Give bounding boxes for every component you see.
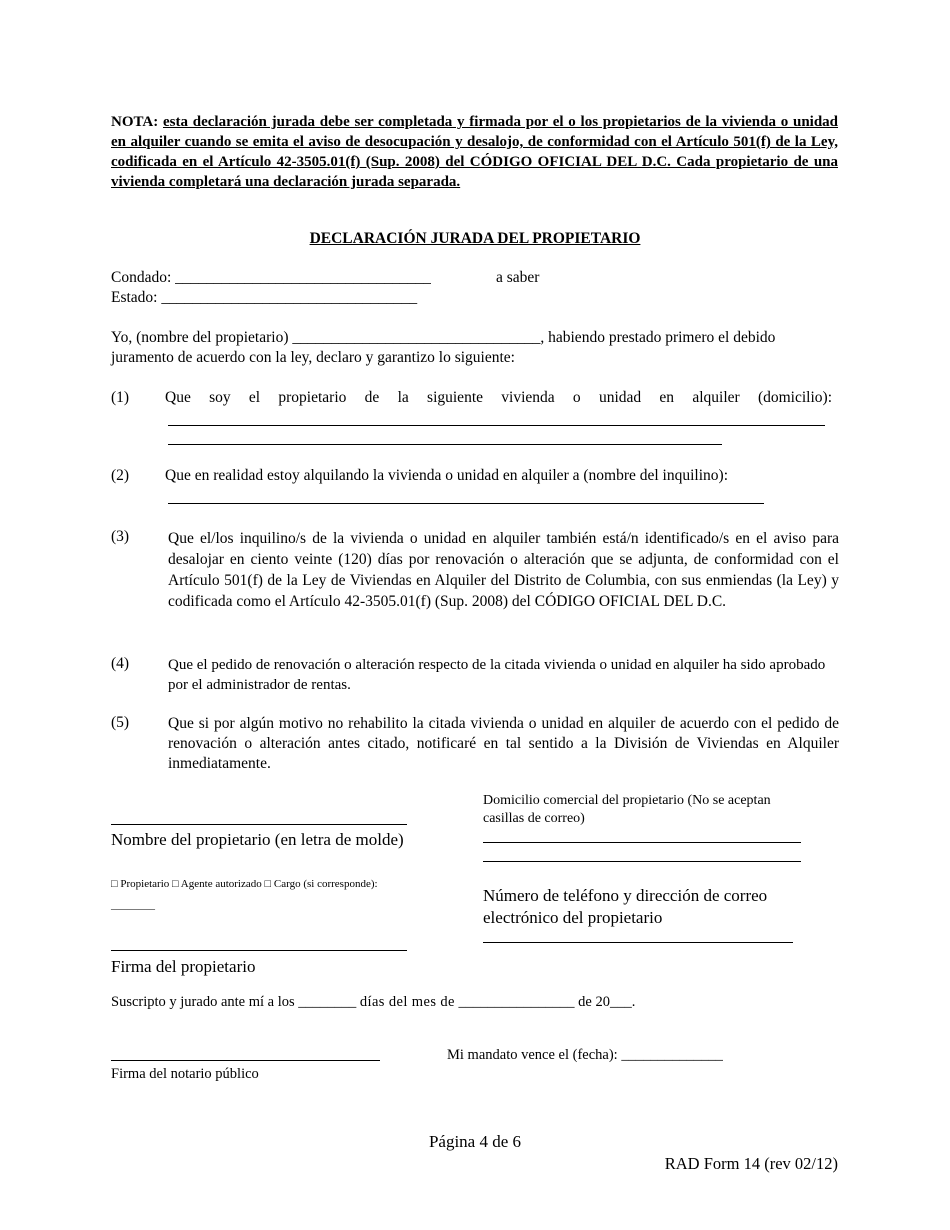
owner-name-line[interactable] [111,824,407,825]
sworn-statement [111,994,635,1011]
item-5-number: (5) [111,714,130,731]
owner-signature-label: Firma del propietario [111,957,256,976]
owner-name-label: Nombre del propietario (en letra de molde) [111,830,404,849]
item-4-number: (4) [111,655,130,672]
page-number: Página 4 de 6 [428,1132,522,1151]
business-address-line-1[interactable] [483,842,801,843]
item-2-tenant-line[interactable] [168,503,764,504]
intro-paragraph: Yo, (nombre del propietario) ________________________________, habiendo prestado primero el debido juramento de acuerdo con la ley, declaro y garantizo lo siguiente: [111,329,776,366]
item-3-text: Que el/los inquilino/s de la vivienda o unidad en alquiler también está/n identificado/s en el aviso para desalojar en ciento veinte (120) días por renovación o alteración que se adjunta, de conformidad con el Artículo 501(f) de la Ley de Viviendas en Alquiler del Distrito de Columbia, con sus enmiendas (la Ley) y codificada como el Artículo 42-3505.01(f) (Sup. 2008) del CÓDIGO OFICIAL DEL D.C. [168,530,839,610]
item-5-text: Que si por algún motivo no rehabilito la citada vivienda o unidad en alquiler de acuerdo con el pedido de renovación o alteración antes citado, notificaré en tal sentido a la División de Viviendas en Alquiler inmediatamente. [168,715,839,772]
item-2-text: Que en realidad estoy alquilando la vivienda o unidad en alquiler a (nombre del inquilino): [165,467,728,484]
phone-email-line[interactable] [483,942,793,943]
item-3-number: (3) [111,528,130,545]
item-1-text: Que soy el propietario de la siguiente vivienda o unidad en alquiler (domicilio): [165,389,832,406]
item-1-number: (1) [111,389,130,406]
nota-paragraph [111,112,838,192]
form-identifier: RAD Form 14 (rev 02/12) [664,1154,838,1173]
sworn-part-1: Suscripto y jurado ante mí a los ________ [111,994,360,1010]
nota-label: NOTA: [111,114,159,130]
condado-field[interactable]: Condado: _________________________________ [111,269,431,286]
notary-signature-label: Firma del notario público [111,1066,259,1082]
item-1-address-line-1[interactable] [168,425,825,426]
notary-signature-line[interactable] [111,1060,380,1061]
item-1-address-line-2[interactable] [168,444,722,445]
item-4-text: Que el pedido de renovación o alteración respecto de la citada vivienda o unidad en alquiler ha sido aprobado por el administrador de rentas. [168,657,826,693]
business-address-line-2[interactable] [483,861,801,862]
item-2-number: (2) [111,467,130,484]
page-title: DECLARACIÓN JURADA DEL PROPIETARIO [309,230,641,247]
role-blank[interactable]: ________ [111,899,155,911]
sworn-part-2: días del mes de [359,994,455,1010]
business-address-label: Domicilio comercial del propietario (No se aceptan casillas de correo) [483,793,771,826]
sworn-part-3: ________________ de 20___. [454,994,636,1010]
notary-commission-field[interactable]: Mi mandato vence el (fecha): ______________ [447,1047,723,1063]
a-saber-text: a saber [496,269,540,286]
owner-signature-line[interactable] [111,950,407,951]
role-options[interactable]: □ Propietario □ Agente autorizado □ Cargo (si corresponde): [111,878,378,890]
estado-field[interactable]: Estado: _________________________________ [111,289,418,306]
phone-email-label: Número de teléfono y dirección de correo electrónico del propietario [483,886,768,927]
nota-text: esta declaración jurada debe ser completada y firmada por el o los propietarios de la vivienda o unidad en alquiler cuando se emita el aviso de desocupación y desalojo, de conformidad con el Artículo 501(f) de la Ley, codificada en el Artículo 42-3505.01(f) (Sup. 2008) del CÓDIGO OFICIAL DEL D.C. Cada propietario de una vivienda completará una declaración jurada separada. [111,114,839,190]
